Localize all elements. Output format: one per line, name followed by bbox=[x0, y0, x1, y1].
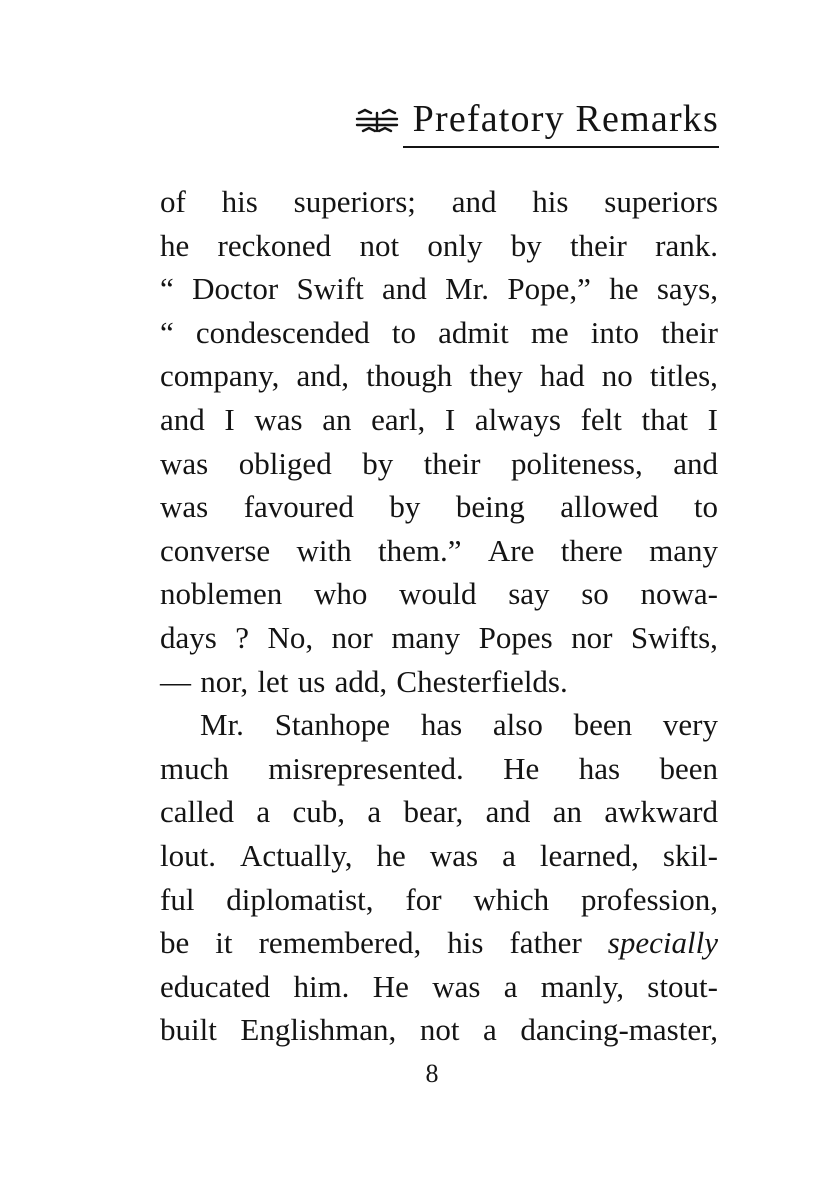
word: his bbox=[221, 184, 258, 219]
word: to bbox=[391, 314, 416, 350]
word: many bbox=[649, 532, 718, 568]
text-line bbox=[160, 660, 718, 704]
word: it bbox=[215, 925, 233, 961]
word: and bbox=[160, 401, 205, 437]
word: his bbox=[447, 925, 484, 961]
word: also bbox=[492, 707, 543, 743]
word: of bbox=[160, 184, 186, 219]
word: specially bbox=[607, 925, 718, 961]
text-line bbox=[160, 354, 718, 398]
word: add, bbox=[334, 663, 388, 699]
word: was bbox=[254, 401, 303, 437]
word: a bbox=[503, 968, 518, 1004]
word: ? bbox=[235, 619, 250, 655]
word: Actually, bbox=[240, 837, 353, 873]
word: would bbox=[399, 576, 477, 612]
word: superiors; bbox=[293, 184, 416, 219]
word: father bbox=[509, 925, 582, 961]
word: Are bbox=[487, 532, 535, 568]
word: he bbox=[609, 271, 639, 307]
word: “ bbox=[160, 314, 174, 350]
word: for bbox=[405, 881, 442, 917]
word: I bbox=[707, 401, 718, 437]
word: rank. bbox=[655, 227, 718, 263]
running-header-row bbox=[355, 96, 719, 142]
word: a bbox=[502, 837, 516, 873]
word: stout- bbox=[647, 968, 718, 1004]
text-line bbox=[160, 572, 718, 616]
word: was bbox=[160, 489, 209, 525]
word: with bbox=[296, 532, 352, 568]
word: be bbox=[160, 925, 190, 961]
word: called bbox=[160, 794, 235, 830]
word: company, bbox=[160, 358, 280, 394]
word: us bbox=[297, 663, 326, 699]
fleuron-ornament-icon bbox=[355, 107, 399, 135]
running-header bbox=[355, 96, 719, 148]
word: days bbox=[160, 619, 217, 655]
word: that bbox=[641, 401, 689, 437]
word: an bbox=[322, 401, 352, 437]
text-line bbox=[160, 965, 718, 1009]
word: him. bbox=[293, 968, 350, 1004]
word: has bbox=[578, 750, 621, 786]
word: — bbox=[160, 663, 191, 699]
word: and bbox=[382, 271, 427, 307]
word: cub, bbox=[292, 794, 345, 830]
word: diplomatist, bbox=[226, 881, 374, 917]
word: not bbox=[359, 227, 400, 263]
word: their bbox=[570, 227, 627, 263]
word: a bbox=[483, 1012, 497, 1048]
word: admit bbox=[438, 314, 509, 350]
word: allowed bbox=[560, 489, 659, 525]
word: I bbox=[444, 401, 456, 437]
word: Stanhope bbox=[274, 707, 391, 743]
word: manly, bbox=[540, 968, 624, 1004]
word: only bbox=[427, 227, 483, 263]
word: them.” bbox=[378, 532, 462, 568]
word: though bbox=[366, 358, 453, 394]
word: profession, bbox=[581, 881, 718, 917]
word: earl, bbox=[371, 401, 426, 437]
text-line bbox=[160, 834, 718, 878]
text-line bbox=[160, 616, 718, 660]
text-line bbox=[160, 485, 718, 529]
word: Pope,” bbox=[507, 271, 591, 307]
word: Swift bbox=[296, 271, 364, 307]
word: misrepresented. bbox=[268, 750, 464, 786]
word: by bbox=[389, 489, 421, 525]
word: to bbox=[693, 489, 718, 525]
text-line bbox=[160, 921, 718, 965]
word: say bbox=[508, 576, 550, 612]
text-line bbox=[160, 529, 718, 573]
word: No, bbox=[267, 619, 314, 655]
word: learned, bbox=[539, 837, 639, 873]
text-line bbox=[160, 311, 718, 355]
word: an bbox=[552, 794, 583, 830]
word: was bbox=[429, 837, 479, 873]
word: titles, bbox=[649, 358, 718, 394]
word: and bbox=[485, 794, 531, 830]
word: and, bbox=[296, 358, 350, 394]
word: obliged bbox=[238, 445, 332, 481]
word: was bbox=[160, 445, 209, 481]
text-line bbox=[160, 790, 718, 834]
text-line bbox=[160, 224, 718, 268]
page-number: 8 bbox=[425, 1059, 439, 1088]
text-line bbox=[160, 747, 718, 791]
text-line bbox=[160, 703, 718, 747]
word: educated bbox=[160, 968, 271, 1004]
word: let bbox=[257, 663, 289, 699]
word: I bbox=[224, 401, 235, 437]
word: nor bbox=[571, 619, 613, 655]
word: been bbox=[659, 750, 718, 786]
word: was bbox=[432, 968, 481, 1004]
word: they bbox=[469, 358, 523, 394]
word: Popes bbox=[478, 619, 553, 655]
word: and bbox=[451, 184, 497, 219]
word: Swifts, bbox=[630, 619, 718, 655]
word: he bbox=[160, 227, 190, 263]
text-line bbox=[160, 878, 718, 922]
word: so bbox=[581, 576, 609, 612]
word: He bbox=[503, 750, 540, 786]
body-text bbox=[160, 180, 718, 1052]
word: me bbox=[530, 314, 569, 350]
word: favoured bbox=[243, 489, 354, 525]
word: by bbox=[510, 227, 542, 263]
word: says, bbox=[656, 271, 718, 307]
word: nor bbox=[331, 619, 373, 655]
word: remembered, bbox=[258, 925, 422, 961]
word: skil- bbox=[662, 837, 718, 873]
text-line bbox=[160, 398, 718, 442]
word: a bbox=[256, 794, 271, 830]
word: awkward bbox=[604, 794, 718, 830]
word: a bbox=[367, 794, 382, 830]
word: politeness, bbox=[510, 445, 643, 481]
word: Englishman, bbox=[240, 1012, 397, 1048]
word: He bbox=[372, 968, 409, 1004]
word: nowa- bbox=[640, 576, 718, 612]
text-line bbox=[160, 267, 718, 311]
word: being bbox=[455, 489, 525, 525]
word: converse bbox=[160, 532, 271, 568]
word: Mr. bbox=[200, 707, 244, 743]
word: no bbox=[601, 358, 633, 394]
word: Doctor bbox=[192, 271, 279, 307]
word: Chesterfields. bbox=[396, 663, 568, 699]
text-line bbox=[160, 1008, 718, 1052]
word: very bbox=[662, 707, 718, 743]
word: always bbox=[474, 401, 561, 437]
word: into bbox=[590, 314, 640, 350]
running-header-title: Prefatory Remarks bbox=[412, 98, 719, 140]
word: which bbox=[473, 881, 550, 917]
word: much bbox=[160, 750, 229, 786]
word: their bbox=[661, 314, 718, 350]
word: dancing-master, bbox=[520, 1012, 718, 1048]
word: who bbox=[313, 576, 368, 612]
word: condescended bbox=[195, 314, 370, 350]
text-line bbox=[160, 180, 718, 224]
word: has bbox=[420, 707, 463, 743]
word: and bbox=[673, 445, 718, 481]
word: Mr. bbox=[445, 271, 490, 307]
text-line bbox=[160, 442, 718, 486]
word: he bbox=[376, 837, 406, 873]
word: nor, bbox=[200, 663, 249, 699]
word: their bbox=[423, 445, 481, 481]
word: his bbox=[532, 184, 569, 219]
word: ful bbox=[160, 881, 195, 917]
word: felt bbox=[580, 401, 622, 437]
word: not bbox=[419, 1012, 460, 1048]
word: “ bbox=[160, 271, 174, 307]
word: superiors bbox=[604, 184, 718, 219]
word: there bbox=[560, 532, 623, 568]
word: bear, bbox=[403, 794, 464, 830]
word: built bbox=[160, 1012, 217, 1048]
header-rule bbox=[403, 146, 719, 148]
word: had bbox=[539, 358, 585, 394]
word: noblemen bbox=[160, 576, 283, 612]
word: reckoned bbox=[217, 227, 332, 263]
word: lout. bbox=[160, 837, 216, 873]
word: been bbox=[573, 707, 633, 743]
word: by bbox=[362, 445, 394, 481]
word: many bbox=[391, 619, 461, 655]
